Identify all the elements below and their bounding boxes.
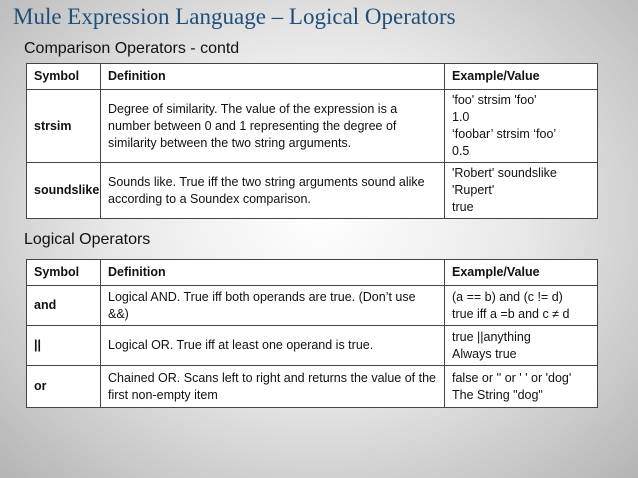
table-row-strsim — [27, 90, 598, 163]
table-row-soundslike — [27, 163, 598, 219]
example-line: (a == b) and (c != d) — [452, 289, 563, 304]
column-header-example: Example/Value — [445, 260, 598, 286]
example-cell — [445, 366, 598, 408]
definition-cell: Chained OR. Scans left to right and returns the value of the first non-empty item — [101, 366, 445, 408]
example-cell — [445, 326, 598, 366]
logical-heading: Logical Operators — [24, 231, 151, 248]
comparison-heading: Comparison Operators - contd — [24, 40, 240, 57]
symbol-cell: or — [27, 366, 101, 408]
table-row-or-symbol — [27, 326, 598, 366]
comparison-table — [26, 63, 598, 219]
example-line: Always true — [452, 346, 517, 361]
symbol-cell: and — [27, 286, 101, 326]
example-line: false or '' or ' ' or 'dog' — [452, 370, 572, 385]
symbol-cell: soundslike — [27, 163, 101, 219]
example-line: ‘foobar’ strsim ‘foo’ — [452, 127, 557, 141]
symbol-cell: strsim — [27, 90, 101, 163]
table-header-row — [27, 64, 598, 90]
example-cell — [445, 90, 598, 163]
example-line: 'Robert' soundslike — [452, 166, 557, 180]
example-line: true — [452, 200, 474, 214]
definition-cell: Sounds like. True iff the two string arguments sound alike according to a Soundex comparison. — [101, 163, 445, 219]
example-line: 1.0 — [452, 110, 470, 124]
example-line: true iff a =b and c ≠ d — [452, 306, 570, 321]
example-line: 'foo' strsim 'foo' — [452, 93, 537, 107]
definition-cell: Degree of similarity. The value of the expression is a number between 0 and 1 representing the degree of similarity between the two string arguments. — [101, 90, 445, 163]
example-cell — [445, 163, 598, 219]
column-header-definition: Definition — [101, 260, 445, 286]
example-line: true ||anything — [452, 329, 531, 344]
column-header-symbol: Symbol — [27, 64, 101, 90]
column-header-example: Example/Value — [445, 64, 598, 90]
definition-cell: Logical AND. True iff both operands are true. (Don’t use &&) — [101, 286, 445, 326]
example-cell — [445, 286, 598, 326]
column-header-definition: Definition — [101, 64, 445, 90]
table-row-and — [27, 286, 598, 326]
example-line: 0.5 — [452, 144, 470, 158]
table-row-or — [27, 366, 598, 408]
example-line: 'Rupert' — [452, 183, 495, 197]
column-header-symbol: Symbol — [27, 260, 101, 286]
definition-cell: Logical OR. True iff at least one operand is true. — [101, 326, 445, 366]
example-line: The String "dog" — [452, 387, 543, 402]
table-header-row — [27, 260, 598, 286]
slide-title: Mule Expression Language – Logical Operators — [13, 4, 456, 29]
logical-table — [26, 259, 598, 408]
symbol-cell: || — [27, 326, 101, 366]
